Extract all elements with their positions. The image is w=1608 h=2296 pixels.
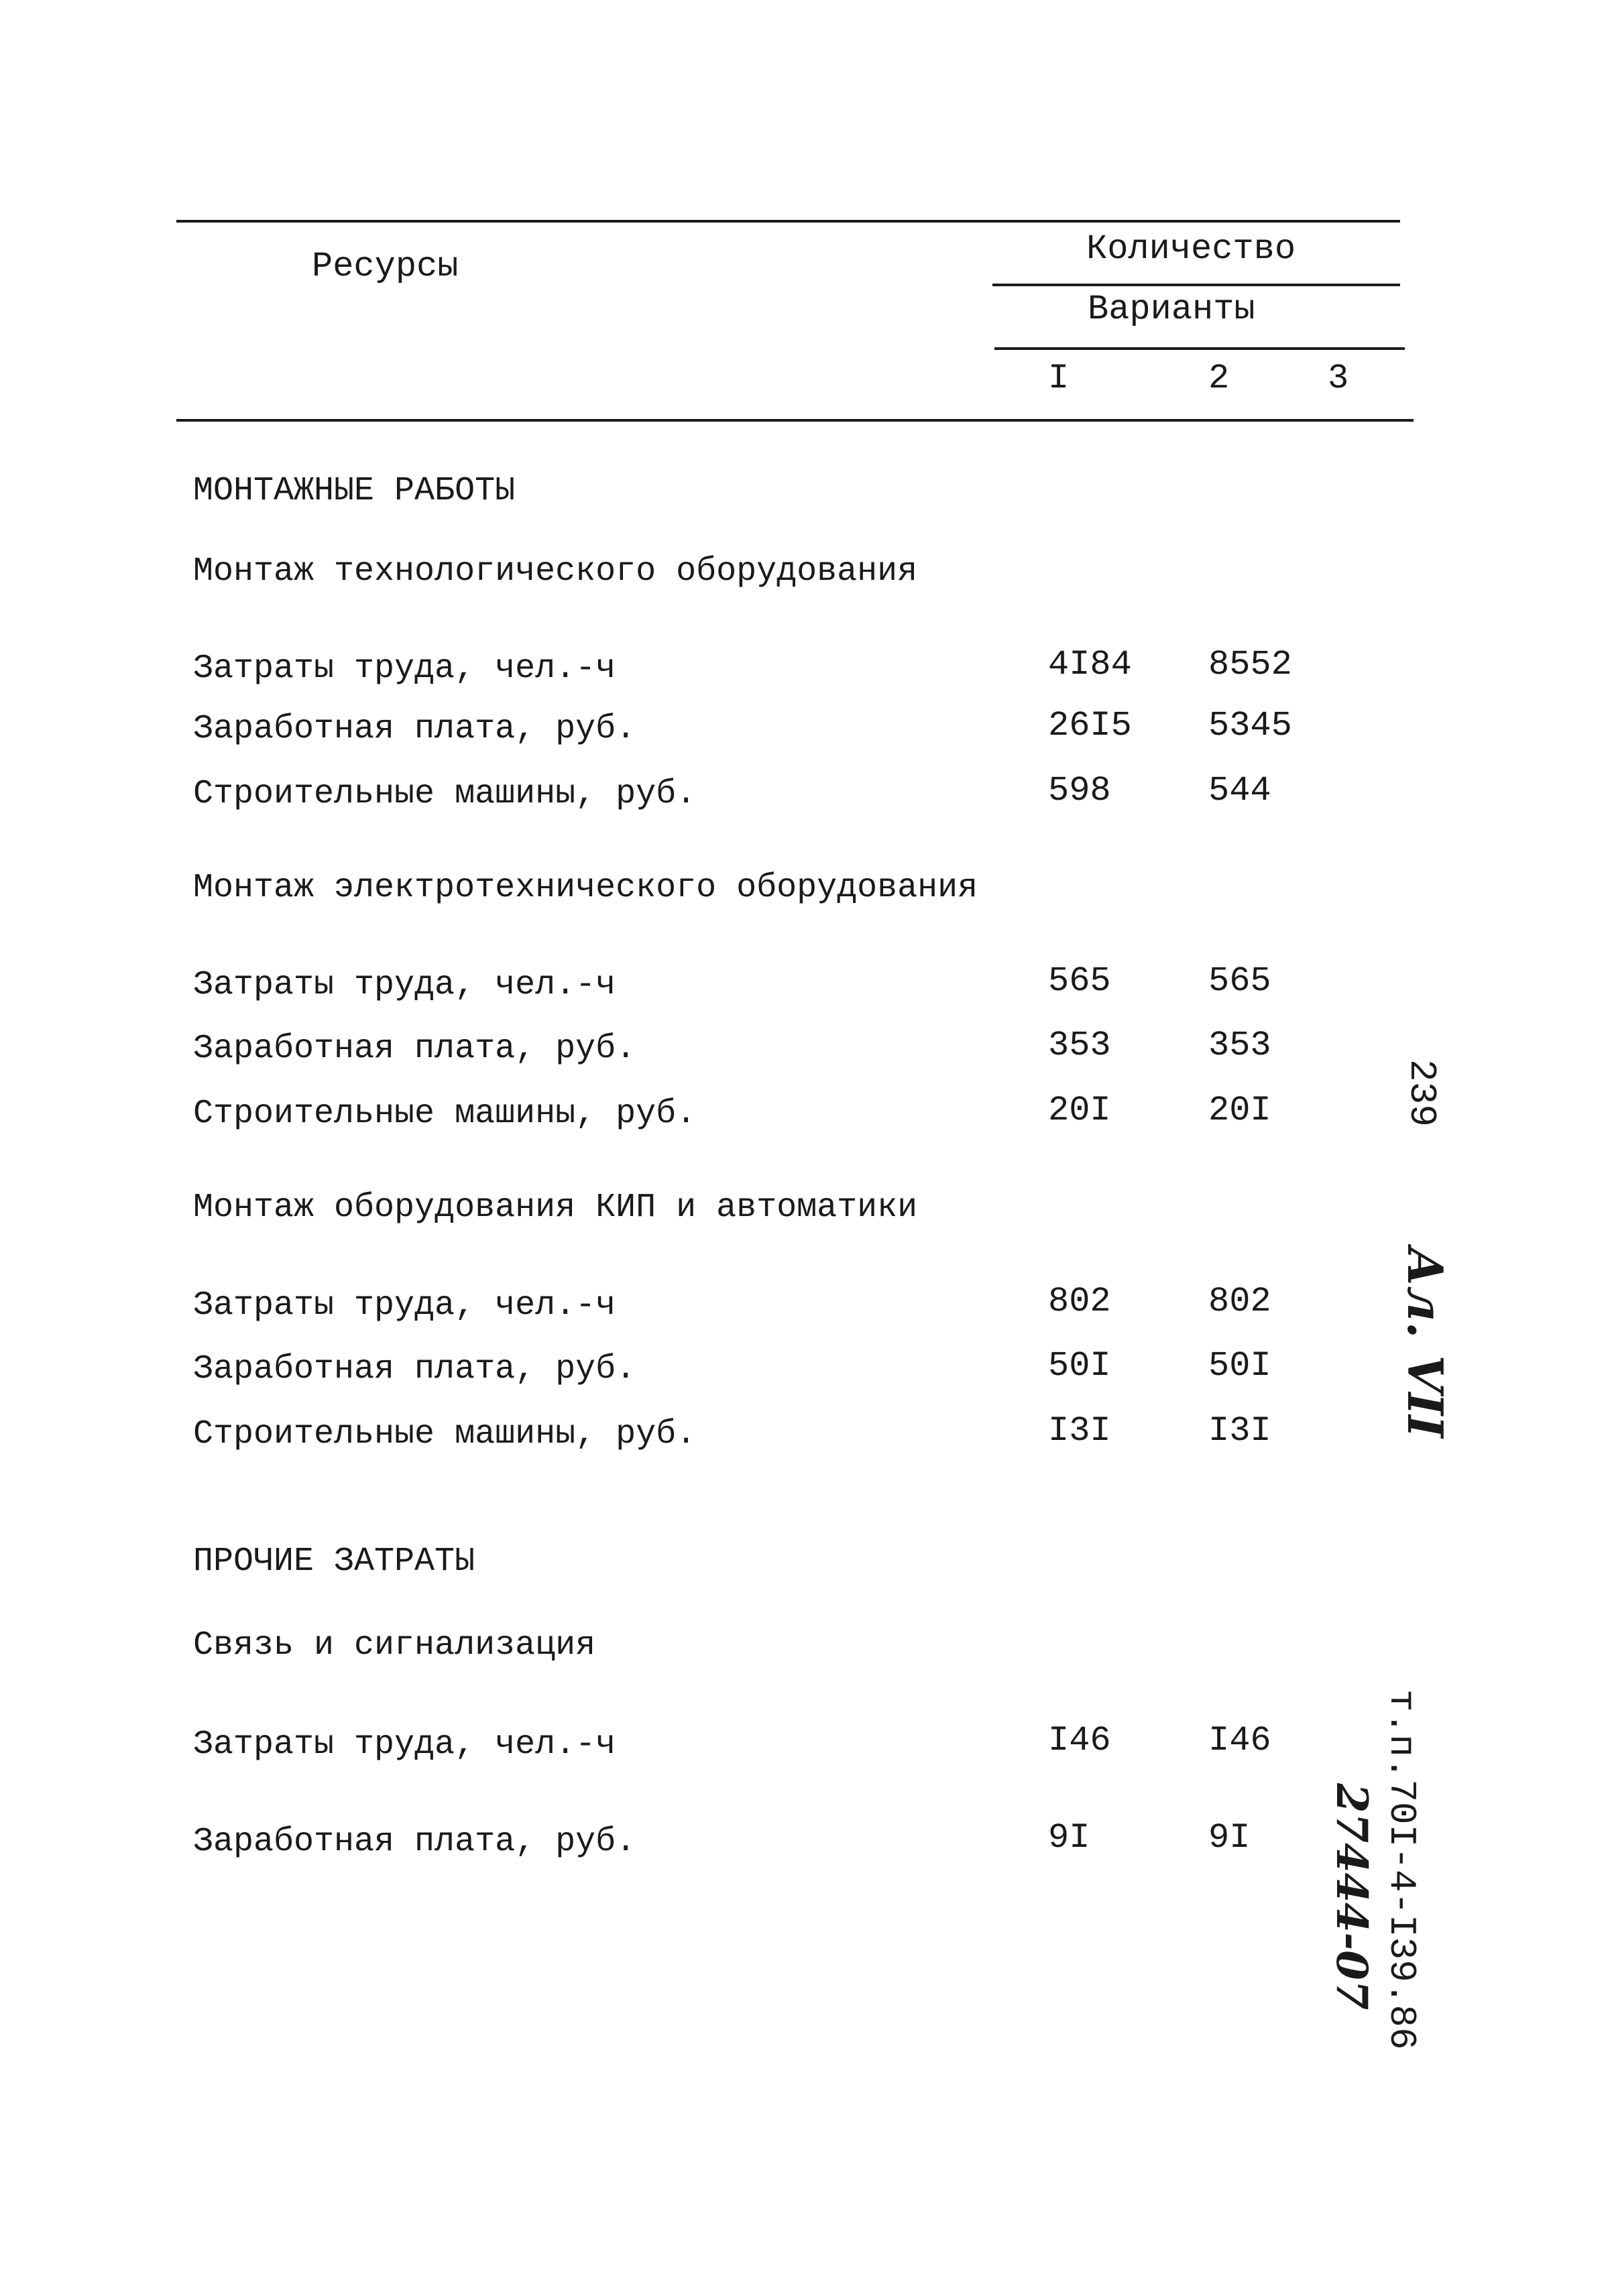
row-value-v2: I3I (1208, 1411, 1271, 1451)
row-value-v1: 802 (1048, 1282, 1111, 1321)
row-value-v1: 50I (1048, 1346, 1111, 1386)
group-title-communications: Связь и сигнализация (193, 1626, 596, 1665)
inventory-number: 27444-07 (1326, 1783, 1377, 2010)
resources-header: Ресурсы (312, 247, 459, 286)
row-label: Строительные машины, руб. (193, 775, 697, 813)
row-value-v1: 4I84 (1048, 645, 1132, 684)
row-label: Затраты труда, чел.-ч (193, 966, 616, 1004)
row-value-v1: 26I5 (1048, 706, 1132, 745)
table-top-rule (176, 220, 1400, 223)
row-value-v1: 565 (1048, 961, 1111, 1001)
row-label: Строительные машины, руб. (193, 1095, 697, 1133)
row-value-v1: I46 (1048, 1721, 1111, 1760)
row-value-v1: 353 (1048, 1026, 1111, 1065)
row-label: Затраты труда, чел.-ч (193, 1726, 616, 1764)
row-value-v1: 9I (1048, 1818, 1090, 1858)
header-bottom-rule (176, 419, 1414, 422)
row-value-v1: 598 (1048, 771, 1111, 810)
row-value-v2: 565 (1208, 961, 1271, 1001)
row-value-v2: 20I (1208, 1091, 1271, 1130)
group-title-electrical-equipment: Монтаж электротехнического оборудования (193, 869, 978, 907)
row-value-v2: 802 (1208, 1282, 1271, 1321)
variants-rule (994, 347, 1405, 350)
row-value-v2: 544 (1208, 771, 1271, 810)
group-title-instrumentation: Монтаж оборудования КИП и автоматики (193, 1189, 918, 1227)
row-label: Заработная плата, руб. (193, 1350, 636, 1388)
variant-col-1: I (1048, 359, 1070, 398)
quantity-header: Количество (1086, 229, 1296, 269)
row-value-v2: 9I (1208, 1818, 1251, 1858)
row-value-v2: 353 (1208, 1026, 1271, 1065)
project-code: т.п.70I-4-I39.86 (1380, 1689, 1423, 2050)
row-value-v2: I46 (1208, 1721, 1271, 1760)
row-label: Заработная плата, руб. (193, 1030, 636, 1068)
section-title-other-costs: ПРОЧИЕ ЗАТРАТЫ (193, 1543, 475, 1581)
row-label: Затраты труда, чел.-ч (193, 650, 616, 688)
row-value-v2: 8552 (1208, 645, 1292, 684)
row-label: Затраты труда, чел.-ч (193, 1286, 616, 1325)
row-value-v2: 5345 (1208, 706, 1292, 745)
group-title-process-equipment: Монтаж технологического оборудования (193, 552, 918, 591)
section-title-installation: МОНТАЖНЫЕ РАБОТЫ (193, 472, 516, 510)
quantity-rule (992, 284, 1400, 286)
row-value-v1: 20I (1048, 1091, 1111, 1130)
row-label: Строительные машины, руб. (193, 1415, 697, 1453)
row-value-v1: I3I (1048, 1411, 1111, 1451)
page-number: 239 (1400, 1059, 1443, 1127)
row-label: Заработная плата, руб. (193, 710, 636, 748)
sheet-label: Ал. VII (1397, 1247, 1454, 1438)
row-value-v2: 50I (1208, 1346, 1271, 1386)
variants-header: Варианты (1088, 290, 1255, 329)
row-label: Заработная плата, руб. (193, 1823, 636, 1861)
variant-col-2: 2 (1208, 359, 1230, 398)
variant-col-3: 3 (1328, 359, 1349, 398)
